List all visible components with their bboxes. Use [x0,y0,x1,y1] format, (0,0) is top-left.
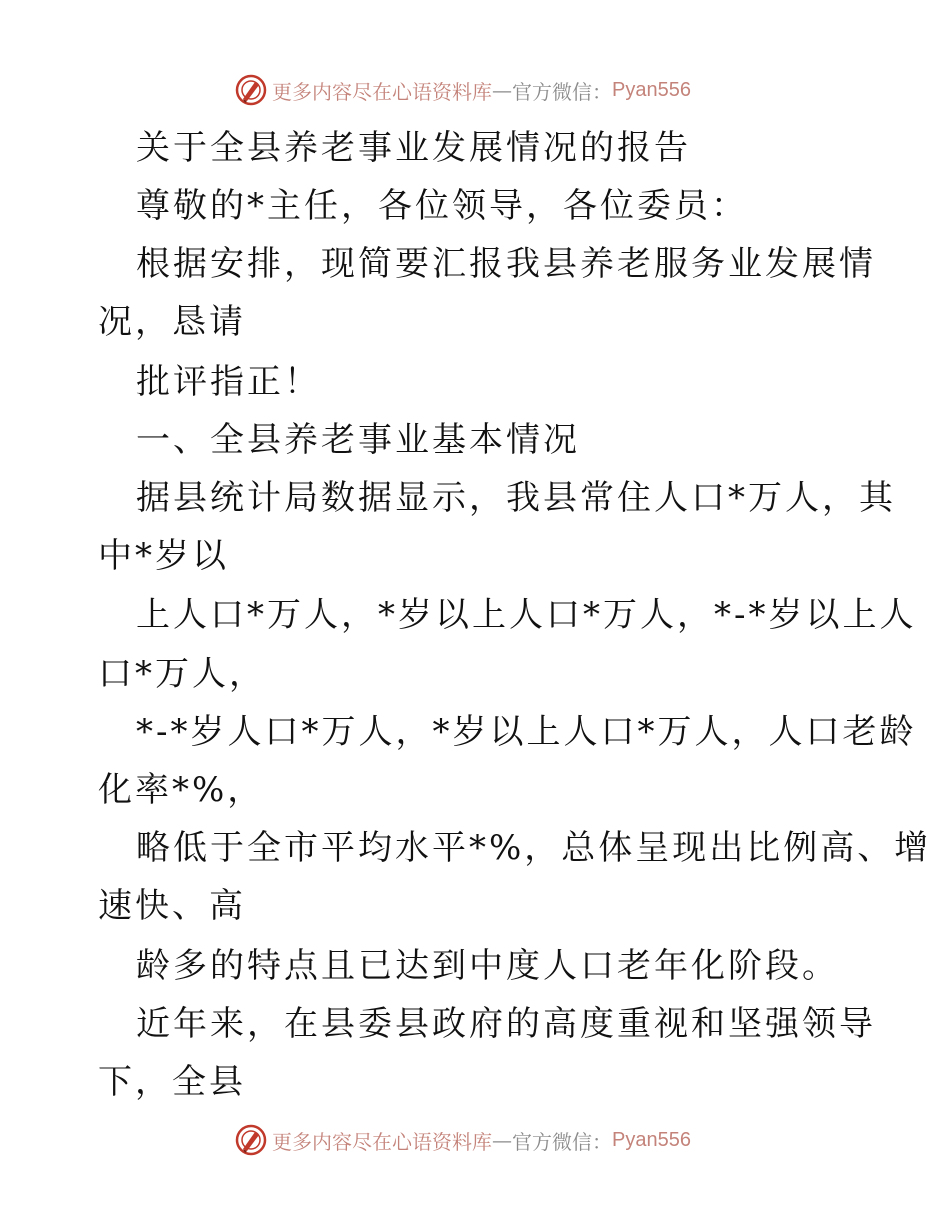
section-heading: 一、全县养老事业基本情况 [136,420,580,460]
text-line: 批评指正！ [136,362,321,402]
text-line: 上人口*万人，*岁以上人口*万人，*-*岁以上人 [136,595,917,635]
text-line: 速快、高 [98,886,246,926]
text-line: *-*岁人口*万人，*岁以上人口*万人，人口老龄 [136,712,917,752]
watermark-banner-top [0,70,950,110]
text-line: 近年来，在县委县政府的高度重视和坚强领导 [136,1004,876,1044]
document-title: 关于全县养老事业发展情况的报告 [136,128,691,168]
text-line: 况，恳请 [98,302,246,342]
pen-logo-icon [234,1123,268,1157]
salutation: 尊敬的*主任，各位领导，各位委员： [136,186,748,226]
watermark-wechat-id: Pyan556 [612,1128,691,1151]
watermark-banner-bottom [0,1120,950,1160]
watermark-wechat-id: Pyan556 [612,78,691,101]
watermark-dash: — [492,1128,512,1152]
watermark-text: 更多内容尽在心语资料库 [272,79,492,104]
text-line: 据县统计局数据显示，我县常住人口*万人，其 [136,478,896,518]
text-line: 略低于全市平均水平*%，总体呈现出比例高、增 [136,828,932,868]
text-line: 口*万人， [98,654,266,694]
text-line: 中*岁以 [98,536,229,576]
watermark-text: 更多内容尽在心语资料库 [272,1129,492,1154]
watermark-wechat-label: 官方微信： [512,1129,612,1154]
watermark-wechat-label: 官方微信： [512,79,612,104]
pen-logo-icon [234,73,268,107]
watermark-dash: — [492,78,512,102]
text-line: 下，全县 [98,1062,246,1102]
text-line: 化率*%， [98,770,265,810]
text-line: 根据安排，现简要汇报我县养老服务业发展情 [136,244,876,284]
text-line: 龄多的特点且已达到中度人口老年化阶段。 [136,946,839,986]
